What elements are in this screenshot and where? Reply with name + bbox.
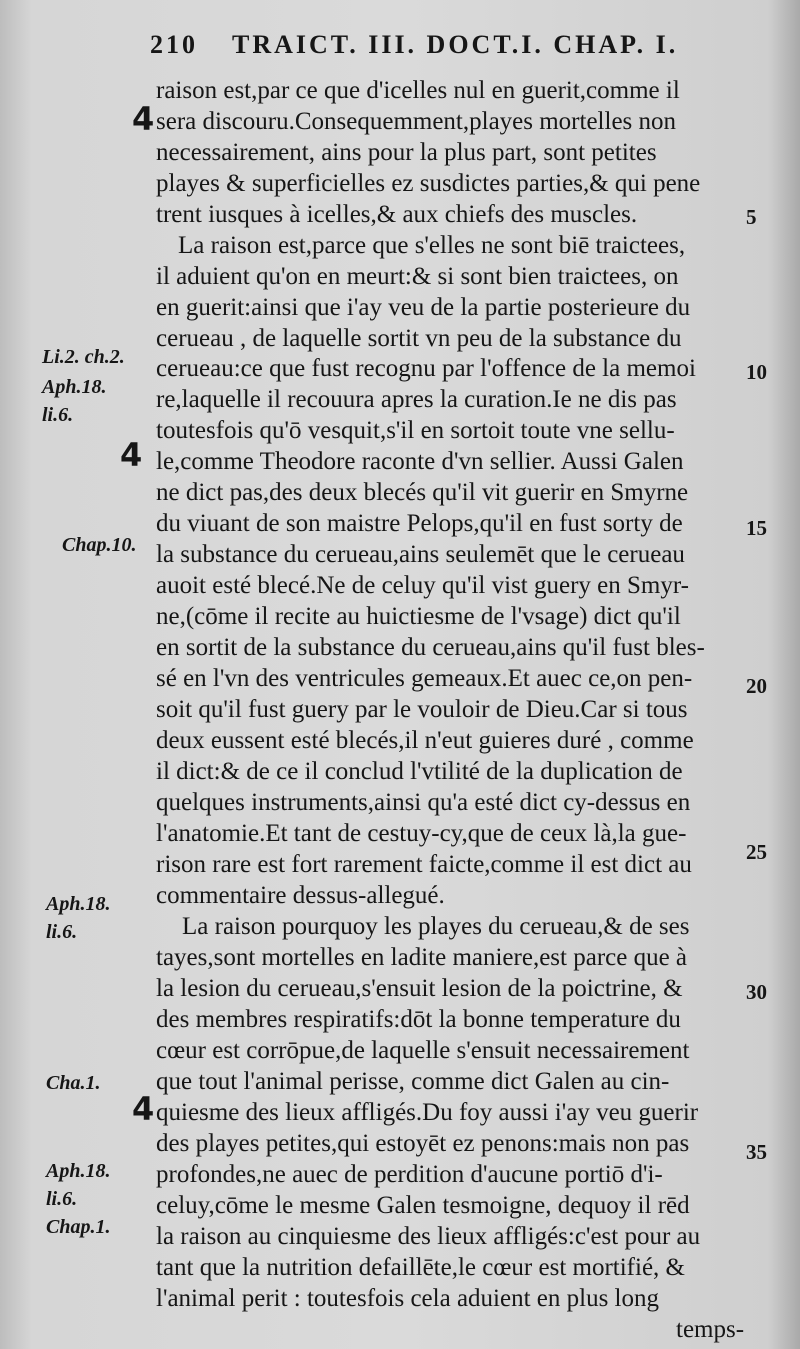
text-line: La raison pourquoy les playes du cerueau,& de ses bbox=[182, 913, 690, 940]
text-line: trent iusques à icelles,& aux chiefs des muscles. bbox=[156, 201, 638, 228]
text-line: l'animal perit : toutesfois cela aduient en plus long bbox=[156, 1285, 659, 1312]
text-line: ne,(cōme il recite au huictiesme de l'vsage) dict qu'il bbox=[156, 603, 681, 630]
margin-note: Li.2. ch.2. Aph.18. li.6. bbox=[42, 346, 125, 426]
text-line: deux eussent esté blecés,il n'eut guieres duré , comme bbox=[156, 727, 694, 754]
line-number: 30 bbox=[746, 980, 767, 1004]
text-line: commentaire dessus-allegué. bbox=[156, 882, 445, 909]
text-line: rison rare est fort rarement faicte,comme il est dict au bbox=[156, 851, 692, 878]
text-line: en guerit:ainsi que i'ay veu de la partie posterieure du bbox=[156, 294, 691, 321]
text-line: raison est,par ce que d'icelles nul en guerit,comme il bbox=[156, 77, 680, 104]
margin-note: Aph.18. li.6. bbox=[46, 893, 111, 943]
catchword: temps- bbox=[676, 1316, 745, 1343]
line-number: 15 bbox=[746, 516, 767, 540]
text-line: la lesion du cerueau,s'ensuit lesion de la poictrine, & bbox=[156, 975, 683, 1002]
text-line: l'anatomie.Et tant de cestuy-cy,que de ceux là,la gue- bbox=[156, 820, 687, 847]
margin-note: Aph.18. li.6. Chap.1. bbox=[46, 1160, 111, 1238]
text-line: cerueau , de laquelle sortit vn peu de la substance du bbox=[156, 325, 682, 352]
handwritten-mark: 4 bbox=[120, 436, 143, 474]
text-line: celuy,cōme le mesme Galen tesmoigne, dequoy il rēd bbox=[156, 1192, 690, 1219]
line-number: 25 bbox=[746, 840, 767, 864]
text-line: des membres respiratifs:dōt la bonne temperature du bbox=[156, 1006, 681, 1033]
text-line: tayes,sont mortelles en ladite maniere,est parce que à bbox=[156, 944, 688, 971]
text-line: le,comme Theodore raconte d'vn sellier. Aussi Galen bbox=[156, 448, 684, 475]
text-line: auoit esté blecé.Ne de celuy qu'il vist guery en Smyr- bbox=[156, 572, 690, 599]
text-line: toutesfois qu'ō vesquit,s'il en sortoit toute vne sellu- bbox=[156, 417, 675, 444]
line-number: 20 bbox=[746, 674, 767, 698]
text-line: profondes,ne auec de perdition d'aucune portiō d'i- bbox=[156, 1161, 663, 1188]
handwritten-mark: 4 bbox=[132, 100, 155, 138]
text-line: La raison est,parce que s'elles ne sont biē traictees, bbox=[178, 232, 686, 259]
line-number: 10 bbox=[746, 360, 767, 384]
text-line: du viuant de son maistre Pelops,qu'il en fust sorty de bbox=[156, 510, 683, 537]
text-line: il aduient qu'on en meurt:& si sont bien traictees, on bbox=[156, 263, 679, 290]
text-line: necessairement, ains pour la plus part, sont petites bbox=[156, 139, 657, 166]
text-line: re,laquelle il recouura apres la curation.Ie ne dis pas bbox=[156, 386, 677, 413]
text-line: des playes petites,qui estoyēt ez penons:mais non pas bbox=[156, 1130, 690, 1157]
text-line: cerueau:ce que fust recognu par l'offence de la memoi bbox=[156, 355, 696, 382]
text-line: quelques instruments,ainsi qu'a esté dict cy-dessus en bbox=[156, 789, 691, 816]
running-title: TRAICT. III. DOCT.I. CHAP. I. bbox=[232, 30, 679, 59]
text-line: tant que la nutrition defaillēte,le cœur est mortifié, & bbox=[156, 1254, 685, 1281]
margin-note: Chap.10. bbox=[62, 534, 137, 556]
text-line: sera discouru.Consequemment,playes mortelles non bbox=[156, 108, 677, 135]
margin-note: Cha.1. bbox=[46, 1072, 101, 1094]
line-number: 5 bbox=[746, 205, 757, 229]
text-line: la raison au cinquiesme des lieux affligés:c'est pour au bbox=[156, 1223, 701, 1250]
text-line: playes & superficielles ez susdictes parties,& qui pene bbox=[156, 170, 701, 197]
page-number: 210 bbox=[150, 30, 198, 59]
text-line: sé en l'vn des ventricules gemeaux.Et auec ce,on pen- bbox=[156, 665, 693, 692]
text-line: la substance du cerueau,ains seulemēt que le cerueau bbox=[156, 541, 685, 568]
text-line: quiesme des lieux affligés.Du foy aussi i'ay veu guerir bbox=[156, 1099, 699, 1126]
line-number: 35 bbox=[746, 1140, 767, 1164]
text-line: ne dict pas,des deux blecés qu'il vit guerir en Smyrne bbox=[156, 479, 689, 506]
text-line: il dict:& de ce il conclud l'vtilité de la duplication de bbox=[156, 758, 683, 785]
text-line: en sortit de la substance du cerueau,ains qu'il fust bles- bbox=[156, 634, 705, 661]
text-line: que tout l'animal perisse, comme dict Galen au cin- bbox=[156, 1068, 670, 1095]
text-line: soit qu'il fust guery par le vouloir de Dieu.Car si tous bbox=[156, 696, 688, 723]
text-line: cœur est corrōpue,de laquelle s'ensuit necessairement bbox=[156, 1037, 690, 1064]
handwritten-mark: 4 bbox=[132, 1090, 155, 1128]
